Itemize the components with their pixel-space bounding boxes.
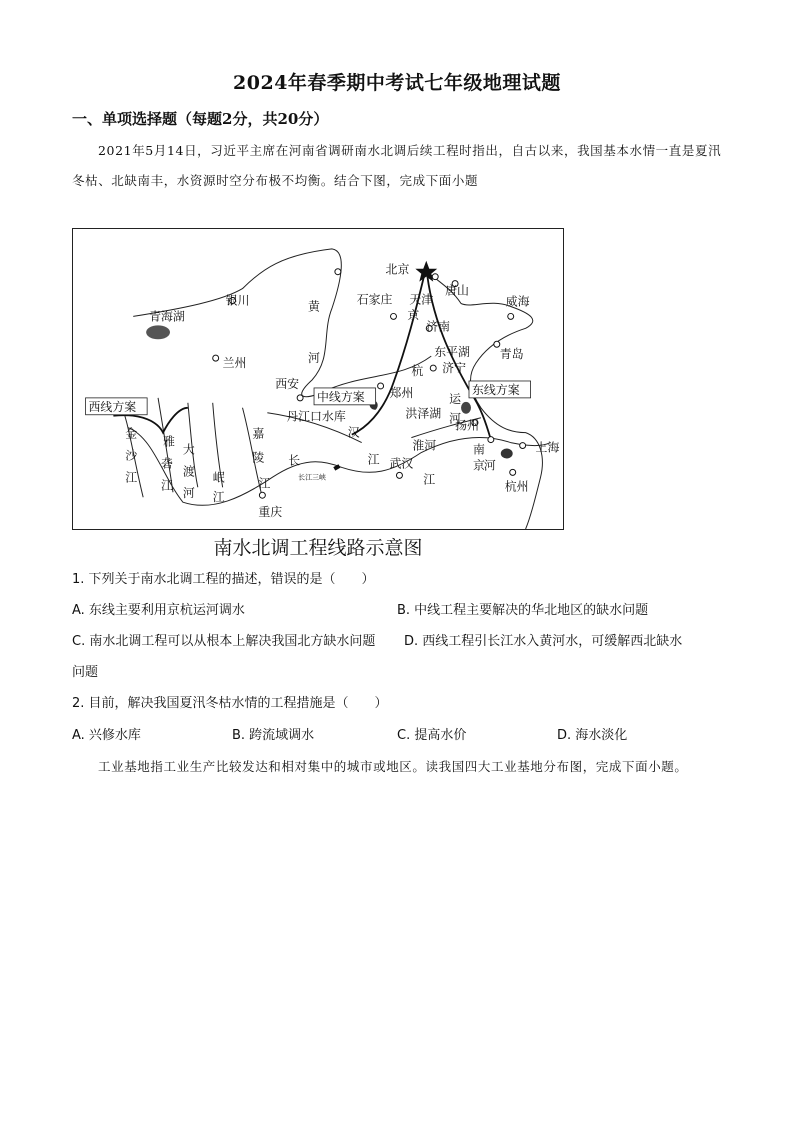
huang-label: 黄 bbox=[308, 299, 320, 314]
xian-dot bbox=[297, 395, 303, 401]
he-canal-label: 河 bbox=[449, 411, 462, 426]
min-1-label: 岷 bbox=[212, 470, 225, 485]
north-loop-dot bbox=[335, 269, 341, 275]
jinsha-1-label: 金 bbox=[125, 426, 138, 441]
question-2-option-d[interactable]: D. 海水淡化 bbox=[557, 728, 628, 743]
yangzhou-label: 扬州 bbox=[455, 418, 479, 433]
question-1-option-d-continued: 问题 bbox=[72, 665, 99, 680]
tianjin-label: 天津 bbox=[409, 292, 434, 307]
route-map bbox=[72, 228, 564, 530]
exam-title: 2024年春季期中考试七年级地理试题 bbox=[233, 72, 561, 94]
yun-canal-label: 运 bbox=[449, 391, 462, 406]
east-route-label: 东线方案 bbox=[471, 382, 520, 397]
middle-route-label: 中线方案 bbox=[317, 389, 365, 404]
hangzhou-label: 杭州 bbox=[504, 479, 529, 494]
weihai-label: 威海 bbox=[505, 294, 530, 309]
tangshan-label: 唐山 bbox=[445, 283, 469, 298]
jialing-2-label: 陵 bbox=[252, 450, 265, 465]
wuhan-dot bbox=[396, 472, 402, 478]
hang-canal-label: 杭 bbox=[411, 364, 424, 379]
xian-label: 西安 bbox=[275, 376, 300, 391]
river-he-label: 河 bbox=[308, 351, 320, 366]
west-route-label: 西线方案 bbox=[88, 399, 137, 414]
danjiangkou-label: 丹江口水库 bbox=[286, 409, 346, 424]
question-1-option-d[interactable]: D. 西线工程引长江水入黄河水，可缓解西北缺水 bbox=[404, 634, 683, 649]
question-2-option-a[interactable]: A. 兴修水库 bbox=[72, 728, 141, 743]
yinchuan-label: 银川 bbox=[225, 293, 250, 308]
jiang-middle-label: 江 bbox=[367, 452, 380, 467]
yalong-2-label: 砻 bbox=[161, 456, 173, 471]
dadu-2-label: 渡 bbox=[182, 464, 195, 479]
qinghai-lake-shape bbox=[146, 325, 170, 339]
map-caption: 南水北调工程线路示意图 bbox=[213, 537, 423, 559]
jinan-label: 济南 bbox=[426, 319, 451, 334]
question-1-option-a[interactable]: A. 东线主要利用京杭运河调水 bbox=[72, 603, 245, 618]
jialing-3-label: 江 bbox=[258, 476, 271, 491]
jinsha-2-label: 沙 bbox=[125, 448, 138, 463]
question-2-option-c[interactable]: C. 提高水价 bbox=[397, 728, 467, 743]
qinghai-lake-label: 青海湖 bbox=[149, 309, 185, 324]
qingdao-label: 青岛 bbox=[499, 347, 524, 362]
tianjin-dot bbox=[432, 274, 438, 280]
chang-label: 长 bbox=[288, 453, 301, 468]
shijiazhuang-label: 石家庄 bbox=[356, 292, 393, 307]
dongping-lake-label: 东平湖 bbox=[434, 345, 470, 360]
hangzhou-dot bbox=[510, 469, 516, 475]
jinsha-3-label: 江 bbox=[125, 470, 138, 485]
nanjing-jing-label: 京 bbox=[472, 458, 485, 473]
shanghai-label: 上海 bbox=[535, 440, 560, 455]
jing-canal-label: 京 bbox=[407, 308, 420, 323]
jining-dot bbox=[430, 365, 436, 371]
section-heading: 一、单项选择题（每题2分，共20分） bbox=[72, 110, 329, 128]
jialing-1-label: 嘉 bbox=[252, 426, 265, 441]
lanzhou-dot bbox=[213, 355, 219, 361]
chongqing-dot bbox=[259, 492, 265, 498]
shanghai-dot bbox=[520, 443, 526, 449]
question-1-option-b[interactable]: B. 中线工程主要解决的华北地区的缺水问题 bbox=[397, 603, 649, 618]
question-1-stem: 1. 下列关于南水北调工程的描述，错误的是（ ） bbox=[72, 572, 375, 587]
zhengzhou-dot bbox=[378, 383, 384, 389]
jining-label: 济宁 bbox=[442, 361, 466, 376]
huaihe-label: 淮河 bbox=[412, 438, 437, 453]
question-2-option-b[interactable]: B. 跨流域调水 bbox=[232, 728, 315, 743]
yalong-3-label: 江 bbox=[161, 478, 173, 493]
hongze-lake-label: 洪泽湖 bbox=[405, 406, 442, 421]
dadu-1-label: 大 bbox=[182, 442, 195, 457]
dadu-3-label: 河 bbox=[182, 486, 195, 501]
route-map-svg bbox=[73, 229, 563, 529]
taihu-lake-shape bbox=[501, 449, 513, 459]
jiang-lower-label: 江 bbox=[423, 472, 436, 487]
intro2-paragraph: 工业基地指工业生产比较发达和相对集中的城市或地区。读我国四大工业基地分布图，完成下面小题。 bbox=[98, 759, 688, 774]
three-gorges-label: 长江三峡 bbox=[298, 473, 326, 482]
han-label: 汉 bbox=[347, 425, 360, 440]
question-1-option-c[interactable]: C. 南水北调工程可以从根本上解决我国北方缺水问题 bbox=[72, 634, 376, 649]
zhengzhou-label: 郑州 bbox=[389, 385, 414, 400]
chongqing-label: 重庆 bbox=[258, 505, 283, 520]
min-2-label: 江 bbox=[212, 490, 225, 505]
intro-paragraph: 2021年5月14日，习近平主席在河南省调研南水北调后续工程时指出，自古以来，我国基本水情一直是夏汛冬枯、北缺南丰，水资源时空分布极不均衡。结合下图，完成下面小题 bbox=[72, 143, 722, 188]
yalong-1-label: 雅 bbox=[163, 434, 175, 449]
lanzhou-label: 兰州 bbox=[222, 356, 247, 371]
nanjing-nan-label: 南 bbox=[472, 442, 485, 457]
nanjing-dot bbox=[488, 437, 494, 443]
shijiazhuang-dot bbox=[391, 313, 397, 319]
weihai-dot bbox=[508, 313, 514, 319]
hongze-lake-shape bbox=[461, 402, 471, 414]
nanjing-he-label: 河 bbox=[483, 458, 496, 473]
question-2-stem: 2. 目前，解决我国夏汛冬枯水情的工程措施是（ ） bbox=[72, 696, 388, 711]
wuhan-label: 武汉 bbox=[389, 456, 414, 471]
beijing-label: 北京 bbox=[385, 262, 410, 277]
